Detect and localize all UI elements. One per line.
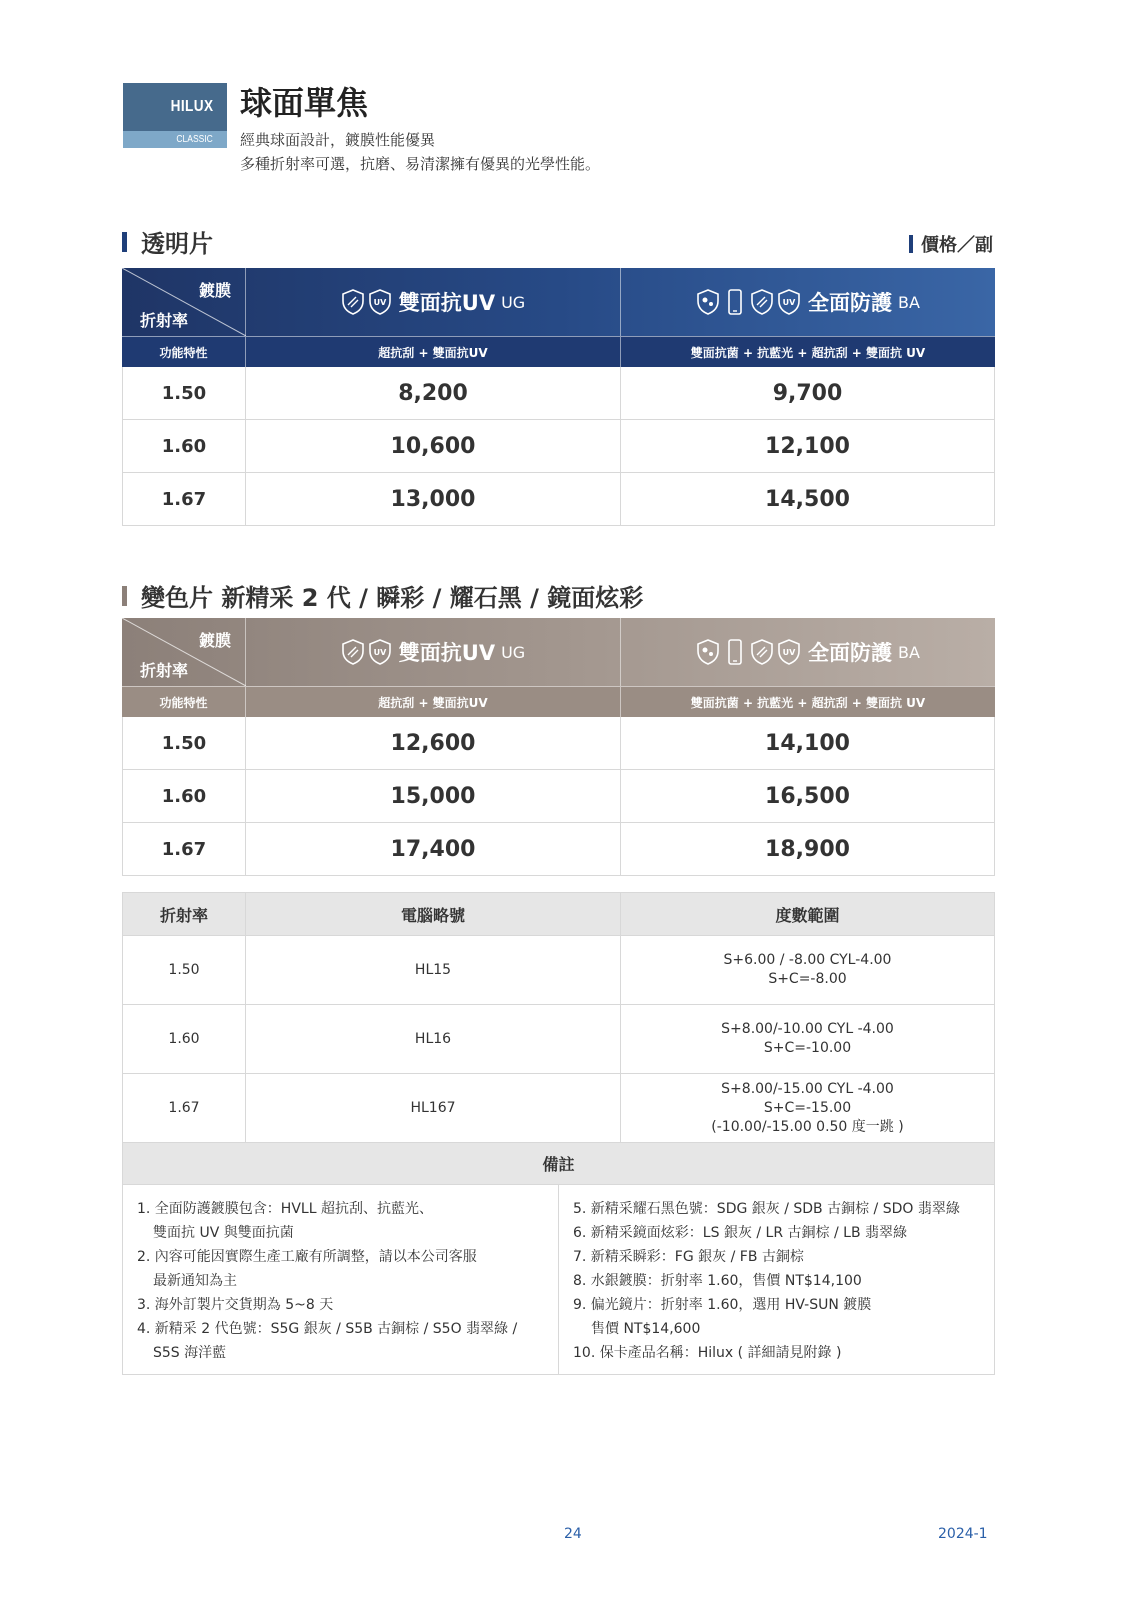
- ug-column-header: [246, 268, 621, 336]
- ba-column-header: [621, 268, 995, 336]
- ug-price: 12,600: [246, 717, 621, 769]
- shield-uv-icon: [777, 639, 801, 665]
- shield-uv-icon: [368, 289, 392, 315]
- spec-code: HL15: [246, 936, 621, 1004]
- svg-text:UV: UV: [782, 648, 796, 657]
- shield-uv-icon: [777, 289, 801, 315]
- note-line: 8. 水銀鍍膜：折射率 1.60，售價 NT$14,100: [573, 1273, 862, 1289]
- logo-series-text: CLASSIC: [176, 134, 213, 145]
- ug-name: 雙面抗UV: [398, 291, 496, 315]
- phone-bluelight-icon: [723, 289, 747, 315]
- spec-range-line: S+C=-10.00: [763, 1040, 852, 1056]
- price-row: [122, 717, 995, 770]
- shield-scratch-icon: [341, 289, 365, 315]
- price-unit-text: 價格／副: [921, 235, 993, 256]
- ba-price: 12,100: [765, 433, 850, 459]
- corner-coating-label: 鍍膜: [198, 281, 231, 300]
- notes-body: [123, 1184, 994, 1374]
- photochromic-heading-text: 變色片 新精采 2 代 / 瞬彩 / 耀石黑 / 鏡面炫彩: [141, 584, 644, 612]
- ba-name: 全面防護: [808, 641, 893, 665]
- spec-header-index: 折射率: [123, 893, 246, 935]
- heading-bar: [122, 586, 127, 606]
- ug-price: 17,400: [246, 823, 621, 875]
- ba-feature: 雙面抗菌 + 抗藍光 + 超抗刮 + 雙面抗 UV: [690, 695, 926, 710]
- spec-code: HL167: [246, 1074, 621, 1142]
- svg-text:UV: UV: [373, 648, 387, 657]
- spec-code: HL16: [246, 1005, 621, 1073]
- note-line: 雙面抗 UV 與雙面抗菌: [153, 1225, 294, 1241]
- ug-feature: 超抗刮 + 雙面抗UV: [246, 337, 621, 367]
- clear-section-heading: [122, 224, 213, 259]
- price-table-header: [122, 268, 995, 336]
- spec-header-range: 度數範圍: [775, 905, 840, 925]
- spec-row: [123, 1004, 994, 1073]
- index-cell: 1.60: [123, 770, 246, 822]
- price-row: [122, 367, 995, 420]
- feature-row: [122, 336, 995, 367]
- note-line: 2. 內容可能因實際生產工廠有所調整，請以本公司客服: [137, 1249, 477, 1265]
- ug-code: UG: [501, 292, 526, 312]
- ug-price: 8,200: [246, 367, 621, 419]
- note-line: 6. 新精采鏡面炫彩：LS 銀灰 / LR 古銅棕 / LB 翡翠綠: [573, 1225, 908, 1241]
- heading-bar: [909, 235, 913, 253]
- ug-code: UG: [501, 642, 526, 662]
- note-line: 1. 全面防護鍍膜包含：HVLL 超抗刮、抗藍光、: [137, 1201, 433, 1217]
- clear-price-table: [122, 268, 995, 526]
- shield-scratch-icon: [341, 639, 365, 665]
- index-cell: 1.67: [123, 823, 246, 875]
- index-cell: 1.50: [123, 367, 246, 419]
- note-line: 最新通知為主: [153, 1273, 237, 1289]
- notes-right-column: [559, 1185, 994, 1374]
- spec-range: [621, 936, 994, 1004]
- spec-header-code: 電腦略號: [246, 893, 621, 935]
- index-cell: 1.50: [123, 717, 246, 769]
- shield-antibacterial-icon: [696, 289, 720, 315]
- note-line: 5. 新精采耀石黑色號：SDG 銀灰 / SDB 古銅棕 / SDO 翡翠綠: [573, 1201, 960, 1217]
- index-cell: 1.67: [123, 473, 246, 525]
- corner-cell: [122, 618, 246, 686]
- phone-bluelight-icon: [723, 639, 747, 665]
- shield-scratch-icon: [750, 639, 774, 665]
- logo-brand-text: HILUX: [170, 98, 213, 115]
- price-unit-label: [909, 231, 993, 257]
- ba-price: 14,100: [765, 730, 850, 756]
- photochromic-section-heading: [122, 578, 643, 613]
- shield-scratch-icon: [750, 289, 774, 315]
- ba-price: 16,500: [765, 783, 850, 809]
- note-line: 4. 新精采 2 代色號：S5G 銀灰 / S5B 古銅棕 / S5O 翡翠綠 /: [137, 1321, 518, 1337]
- spec-index: 1.50: [123, 936, 246, 1004]
- photochromic-price-table: [122, 618, 995, 876]
- page-number: 24: [564, 1526, 582, 1542]
- spec-row: [123, 1073, 994, 1142]
- spec-range-line: S+C=-15.00: [763, 1099, 852, 1116]
- ug-feature: 超抗刮 + 雙面抗UV: [246, 687, 621, 717]
- svg-text:UV: UV: [373, 298, 387, 307]
- ug-name: 雙面抗UV: [398, 641, 496, 665]
- ba-name: 全面防護: [808, 291, 893, 315]
- ba-price: 18,900: [765, 836, 850, 862]
- corner-index-label: 折射率: [140, 661, 189, 680]
- brand-logo: [123, 83, 227, 148]
- page-title: 球面單焦: [240, 84, 369, 122]
- notes-title: 備註: [123, 1142, 994, 1184]
- spec-range-line: S+6.00 / -8.00 CYL-4.00: [723, 952, 892, 968]
- feature-label: 功能特性: [122, 687, 246, 717]
- price-row: [122, 473, 995, 526]
- spec-header-row: [123, 893, 994, 935]
- ba-code: BA: [898, 292, 920, 312]
- ba-column-header: [621, 618, 995, 686]
- ug-column-header: [246, 618, 621, 686]
- note-line: 售價 NT$14,600: [591, 1321, 701, 1337]
- spec-index: 1.60: [123, 1005, 246, 1073]
- description-line: 經典球面設計，鍍膜性能優異: [240, 131, 436, 149]
- clear-heading-text: 透明片: [141, 230, 213, 258]
- price-row: [122, 823, 995, 876]
- price-table-header: [122, 618, 995, 686]
- spec-range-line: S+8.00/-10.00 CYL -4.00: [721, 1021, 894, 1037]
- shield-uv-icon: [368, 639, 392, 665]
- ug-price: 15,000: [246, 770, 621, 822]
- spec-range-line: S+8.00/-15.00 CYL -4.00: [721, 1080, 894, 1097]
- notes-left-column: [123, 1185, 559, 1374]
- svg-text:UV: UV: [782, 298, 796, 307]
- spec-table: [122, 892, 995, 1375]
- corner-cell: [122, 268, 246, 336]
- spec-range-line: S+C=-8.00: [768, 971, 847, 987]
- price-row: [122, 420, 995, 473]
- index-cell: 1.60: [123, 420, 246, 472]
- spec-range-line: (-10.00/-15.00 0.50 度一跳 ): [711, 1118, 904, 1135]
- feature-row: [122, 686, 995, 717]
- edition-label: 2024-1: [938, 1526, 988, 1542]
- spec-range: [621, 1074, 994, 1142]
- ba-price: 14,500: [765, 486, 850, 512]
- ug-price: 10,600: [246, 420, 621, 472]
- corner-coating-label: 鍍膜: [198, 631, 231, 650]
- price-row: [122, 770, 995, 823]
- ba-feature: 雙面抗菌 + 抗藍光 + 超抗刮 + 雙面抗 UV: [690, 345, 926, 360]
- ba-code: BA: [898, 642, 920, 662]
- spec-index: 1.67: [123, 1074, 246, 1142]
- ba-price: 9,700: [772, 380, 843, 406]
- note-line: 9. 偏光鏡片：折射率 1.60，選用 HV-SUN 鍍膜: [573, 1297, 872, 1313]
- shield-antibacterial-icon: [696, 639, 720, 665]
- note-line: S5S 海洋藍: [153, 1345, 227, 1361]
- note-line: 3. 海外訂製片交貨期為 5~8 天: [137, 1297, 334, 1313]
- corner-index-label: 折射率: [140, 311, 189, 330]
- note-line: 7. 新精采瞬彩：FG 銀灰 / FB 古銅棕: [573, 1249, 804, 1265]
- spec-range: [621, 1005, 994, 1073]
- feature-label: 功能特性: [122, 337, 246, 367]
- description-line: 多種折射率可選，抗磨、易清潔擁有優異的光學性能。: [240, 155, 601, 173]
- heading-bar: [122, 232, 127, 252]
- spec-row: [123, 935, 994, 1004]
- page-description: [240, 128, 600, 176]
- ug-price: 13,000: [246, 473, 621, 525]
- note-line: 10. 保卡產品名稱：Hilux ( 詳細請見附錄 ): [573, 1345, 842, 1361]
